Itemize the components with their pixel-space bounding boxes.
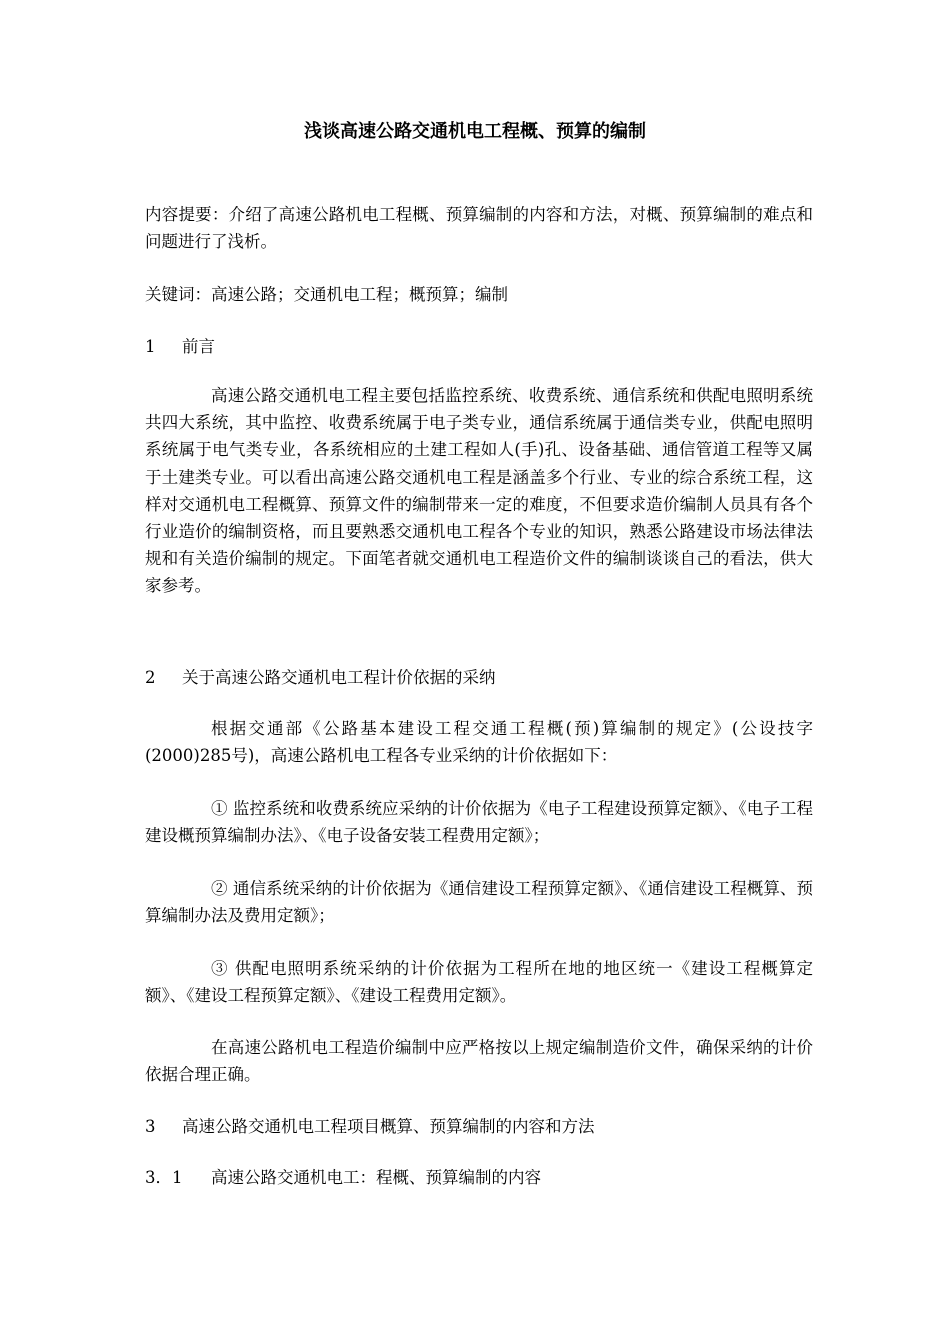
section-number: 3: [145, 1117, 156, 1136]
document-title: 浅谈高速公路交通机电工程概、预算的编制: [304, 121, 646, 142]
criteria-item-1: ① 监控系统和收费系统应采纳的计价依据为《电子工程建设预算定额》、《电子工程建设概预算编制办法》、《电子设备安装工程费用定额》；: [145, 799, 813, 846]
section-2-intro: 根据交通部《公路基本建设工程交通工程概(预)算编制的规定》(公设技字(2000)285号)，高速公路机电工程各专业采纳的计价依据如下：: [145, 719, 813, 766]
section-3-1-heading: [145, 1164, 813, 1191]
section-2-heading: [145, 664, 813, 691]
section-heading-text: 高速公路交通机电工：程概、预算编制的内容: [211, 1168, 541, 1187]
section-heading-text: 关于高速公路交通机电工程计价依据的采纳: [182, 668, 496, 687]
abstract-paragraph: 内容提要：介绍了高速公路机电工程概、预算编制的内容和方法，对概、预算编制的难点和问题进行了浅析。: [145, 205, 813, 252]
section-heading-text: 高速公路交通机电工程项目概算、预算编制的内容和方法: [182, 1117, 595, 1136]
section-number: 2: [145, 668, 156, 687]
section-number: 1: [145, 337, 156, 356]
section-3-heading: [145, 1113, 813, 1140]
section-number: 3．1: [145, 1168, 183, 1187]
keywords-line: 关键词：高速公路；交通机电工程；概预算；编制: [145, 285, 508, 304]
criteria-item-3: ③ 供配电照明系统采纳的计价依据为工程所在地的地区统一《建设工程概算定额》、《建设工程预算定额》、《建设工程费用定额》。: [145, 959, 813, 1006]
section-2-conclusion: 在高速公路机电工程造价编制中应严格按以上规定编制造价文件，确保采纳的计价依据合理正确。: [145, 1038, 813, 1085]
section-heading-text: 前言: [182, 337, 215, 356]
section-1-body: 高速公路交通机电工程主要包括监控系统、收费系统、通信系统和供配电照明系统共四大系统，其中监控、收费系统属于电子类专业，通信系统属于通信类专业，供配电照明系统属于电气类专业，各系统相应的土建工程如人(手)孔、设备基础、通信管道工程等又属于土建类专业。可以看出高速公路交通机电工程是涵盖多个行业、专业的综合系统工程，这样对交通机电工程概算、预算文件的编制带来一定的难度，不但要求造价编制人员具有各个行业造价的编制资格，而且要熟悉交通机电工程各个专业的知识，熟悉公路建设市场法律法规和有关造价编制的规定。下面笔者就交通机电工程造价文件的编制谈谈自己的看法，供大家参考。: [145, 386, 813, 596]
criteria-item-2: ② 通信系统采纳的计价依据为《通信建设工程预算定额》、《通信建设工程概算、预算编制办法及费用定额》；: [145, 879, 813, 926]
section-1-heading: [145, 333, 813, 360]
